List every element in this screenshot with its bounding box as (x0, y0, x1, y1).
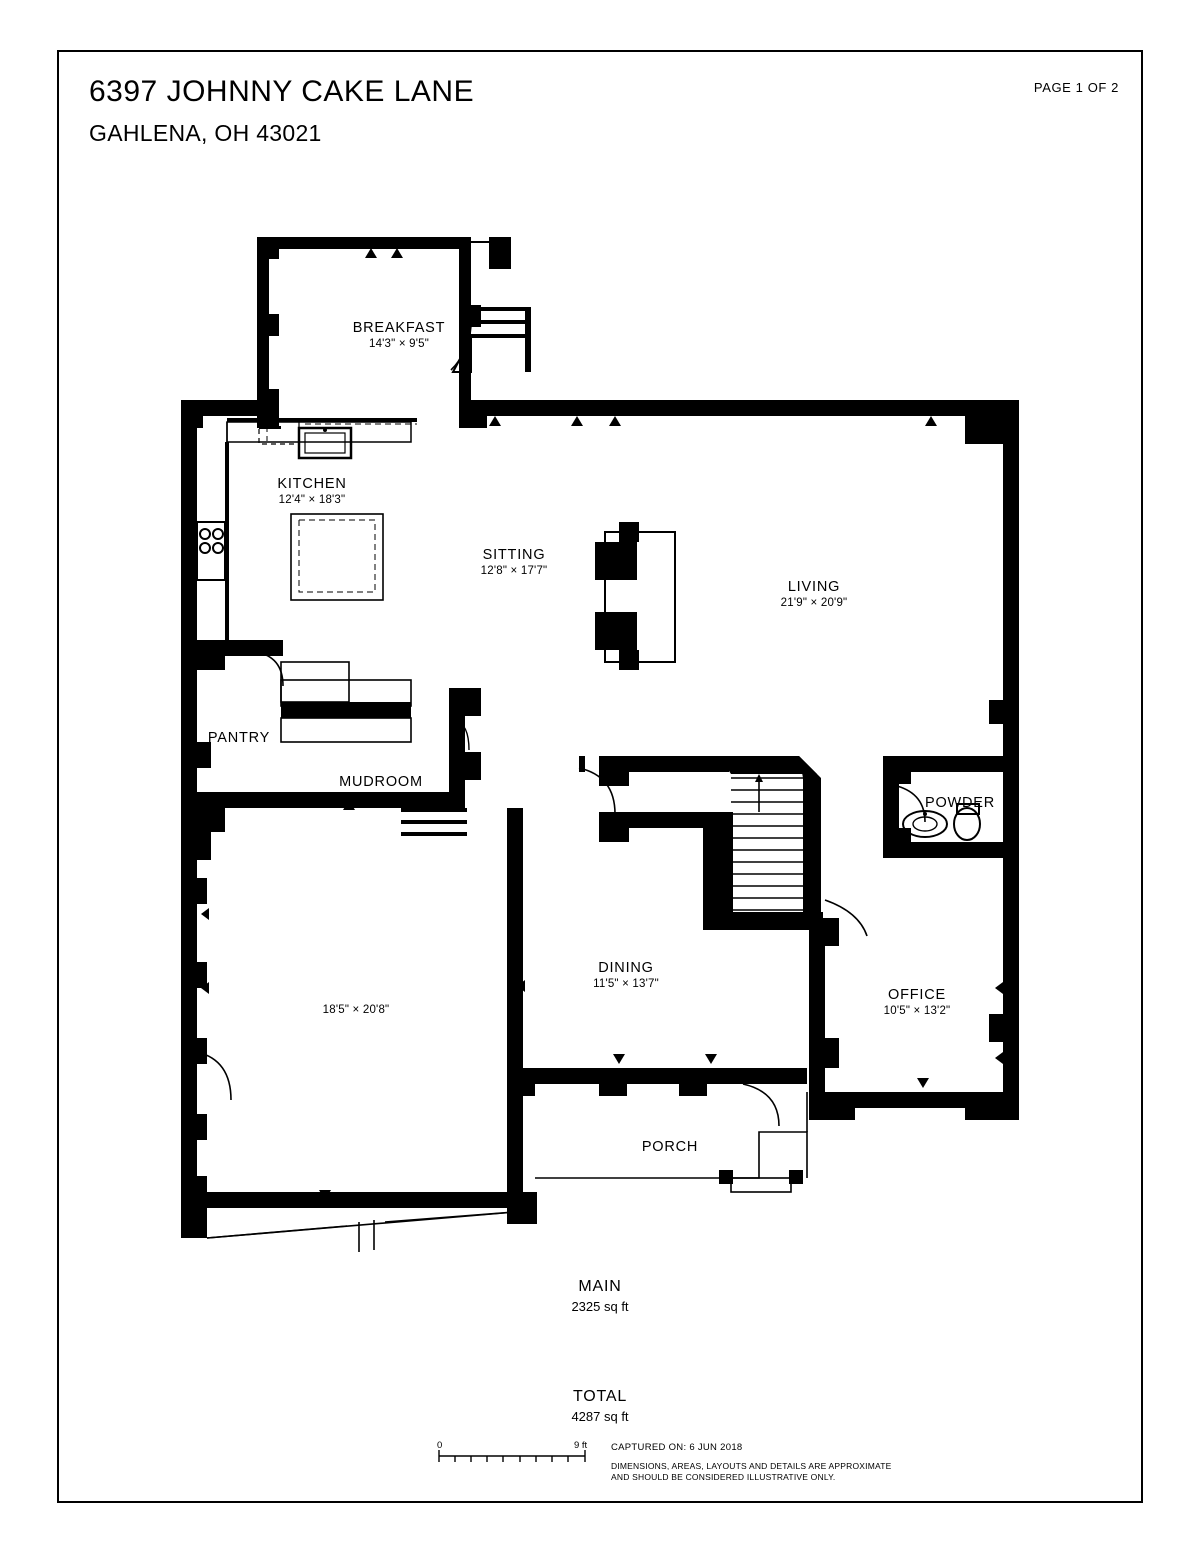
room-label-breakfast (353, 320, 446, 350)
room-name: DINING (598, 960, 654, 976)
floor-area: 2325 sq ft (571, 1299, 629, 1314)
capture-date: CAPTURED ON: 6 JUN 2018 (611, 1442, 743, 1453)
room-label-office (884, 987, 951, 1017)
total-area: 4287 sq ft (571, 1409, 629, 1424)
room-dimensions: 10'5" × 13'2" (883, 1005, 951, 1017)
total-summary (571, 1388, 628, 1424)
scale-bar (437, 1442, 587, 1472)
disclaimer-line-2: AND SHOULD BE CONSIDERED ILLUSTRATIVE ONLY. (611, 1472, 836, 1483)
page-subtitle: GAHLENA, OH 43021 (89, 120, 322, 146)
room-dimensions: 18'5" × 20'8" (322, 1004, 390, 1016)
room-name: PORCH (641, 1139, 699, 1155)
room-label-living (781, 579, 848, 609)
disclaimer-line-1: DIMENSIONS, AREAS, LAYOUTS AND DETAILS ARE APPROXIMATE (611, 1461, 892, 1471)
room-label-porch (642, 1139, 698, 1155)
room-name: PANTRY (207, 730, 271, 746)
floorplan-sheet (57, 50, 1143, 1503)
room-name: LIVING (787, 579, 841, 595)
room-label-mudroom (339, 774, 423, 790)
room-name: KITCHEN (277, 476, 347, 492)
floor-summary (571, 1278, 628, 1314)
room-label-kitchen (277, 476, 346, 506)
room-label-dining (593, 960, 659, 990)
room-name: OFFICE (888, 987, 946, 1003)
floor-name: MAIN (578, 1278, 622, 1295)
room-label-sitting (481, 547, 548, 577)
scale-end-label: 9 ft (574, 1440, 588, 1451)
room-name: POWDER (924, 795, 996, 811)
room-dimensions: 11'5" × 13'7" (593, 978, 659, 990)
room-dimensions: 14'3" × 9'5" (368, 338, 430, 350)
room-dimensions: 12'8" × 17'7" (480, 565, 548, 577)
room-name: SITTING (482, 547, 546, 563)
room-name: BREAKFAST (352, 320, 446, 336)
room-label-pantry (208, 730, 270, 746)
room-name: MUDROOM (339, 774, 423, 790)
page-title: 6397 JOHNNY CAKE LANE (89, 75, 475, 108)
room-dimensions: 21'9" × 20'9" (780, 597, 848, 609)
room-label-powder (925, 795, 995, 811)
page-indicator: PAGE 1 OF 2 (1033, 80, 1119, 95)
scale-start-label: 0 (437, 1440, 443, 1451)
room-dimensions: 12'4" × 18'3" (278, 494, 346, 506)
disclaimer (611, 1461, 892, 1484)
room-label-garage (323, 1002, 390, 1016)
total-name: TOTAL (572, 1388, 628, 1405)
